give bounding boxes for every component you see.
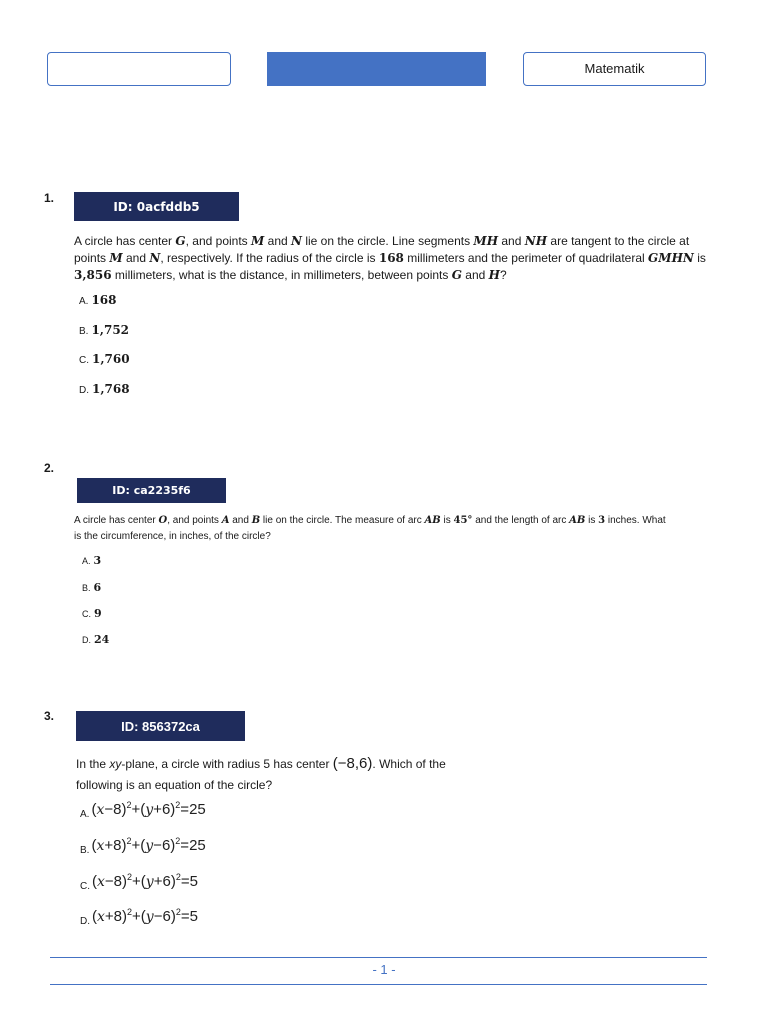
question-2-option-b[interactable]: B. 6	[82, 581, 102, 594]
question-2-option-d[interactable]: D. 24	[82, 633, 110, 646]
page-number: - 1 -	[372, 962, 396, 977]
question-3-option-b[interactable]: $_{B.}$ $(x+8)^2+(y-6)^2=25$	[80, 836, 206, 856]
footer-top-rule	[50, 957, 707, 958]
footer-bottom-rule	[50, 984, 707, 985]
equation: $(x+8)^2+(y-6)^2=5$	[92, 907, 198, 925]
header-middle-box	[267, 52, 486, 86]
question-1-option-b[interactable]: B. 1,752	[79, 323, 130, 337]
question-2-option-a[interactable]: A. 3	[82, 554, 102, 567]
equation: $(x-8)^2+(y+6)^2=25$	[91, 800, 206, 818]
question-2-stem: A circle has center O, and points A and B lie on the circle. The measure of arc AB is 45° and the length of arc AB is 3 inches. What is the circumference, in inches, of the circle?	[74, 515, 666, 542]
question-1-stem: A circle has center G, and points M and N lie on the circle. Line segments MH and NH are tangent to the circle at points M and N, respectively. If the radius of the circle is 168 millimeters and the perimeter of quadrilateral GMHN is 3,856 millimeters, what is the distance, in millimeters, between points G and H?	[74, 234, 706, 282]
question-2-id-badge: ID: ca2235f6	[77, 478, 226, 503]
question-1-number: 1.	[44, 191, 55, 205]
question-3-option-d[interactable]: $_{D.}$ $(x+8)^2+(y-6)^2=5$	[80, 907, 198, 927]
question-3-id-badge: ID: 856372ca	[76, 711, 245, 741]
question-1-id-badge: ID: 0acfddb5	[74, 192, 239, 221]
question-3-option-a[interactable]: $_{A.}$ $(x-8)^2+(y+6)^2=25$	[80, 800, 206, 820]
question-2-option-c[interactable]: C. 9	[82, 607, 102, 620]
question-1-option-a[interactable]: A. 168	[79, 293, 117, 307]
question-1-option-d[interactable]: D. 1,768	[79, 382, 130, 396]
equation: $(x-8)^2+(y+6)^2=5$	[92, 872, 198, 890]
question-2-number: 2.	[44, 461, 55, 475]
header-left-box	[47, 52, 231, 86]
question-3-stem: In the xy-plane, a circle with radius 5 has center (−8,6). Which of the following is an equation of the circle?	[76, 755, 446, 792]
equation: $(x+8)^2+(y-6)^2=25$	[91, 836, 206, 854]
header-subject-box: Matematik	[523, 52, 706, 86]
question-1-option-c[interactable]: C. 1,760	[79, 352, 130, 366]
question-3-number: 3.	[44, 709, 55, 723]
question-3-option-c[interactable]: $_{C.}$ $(x-8)^2+(y+6)^2=5$	[80, 872, 198, 892]
